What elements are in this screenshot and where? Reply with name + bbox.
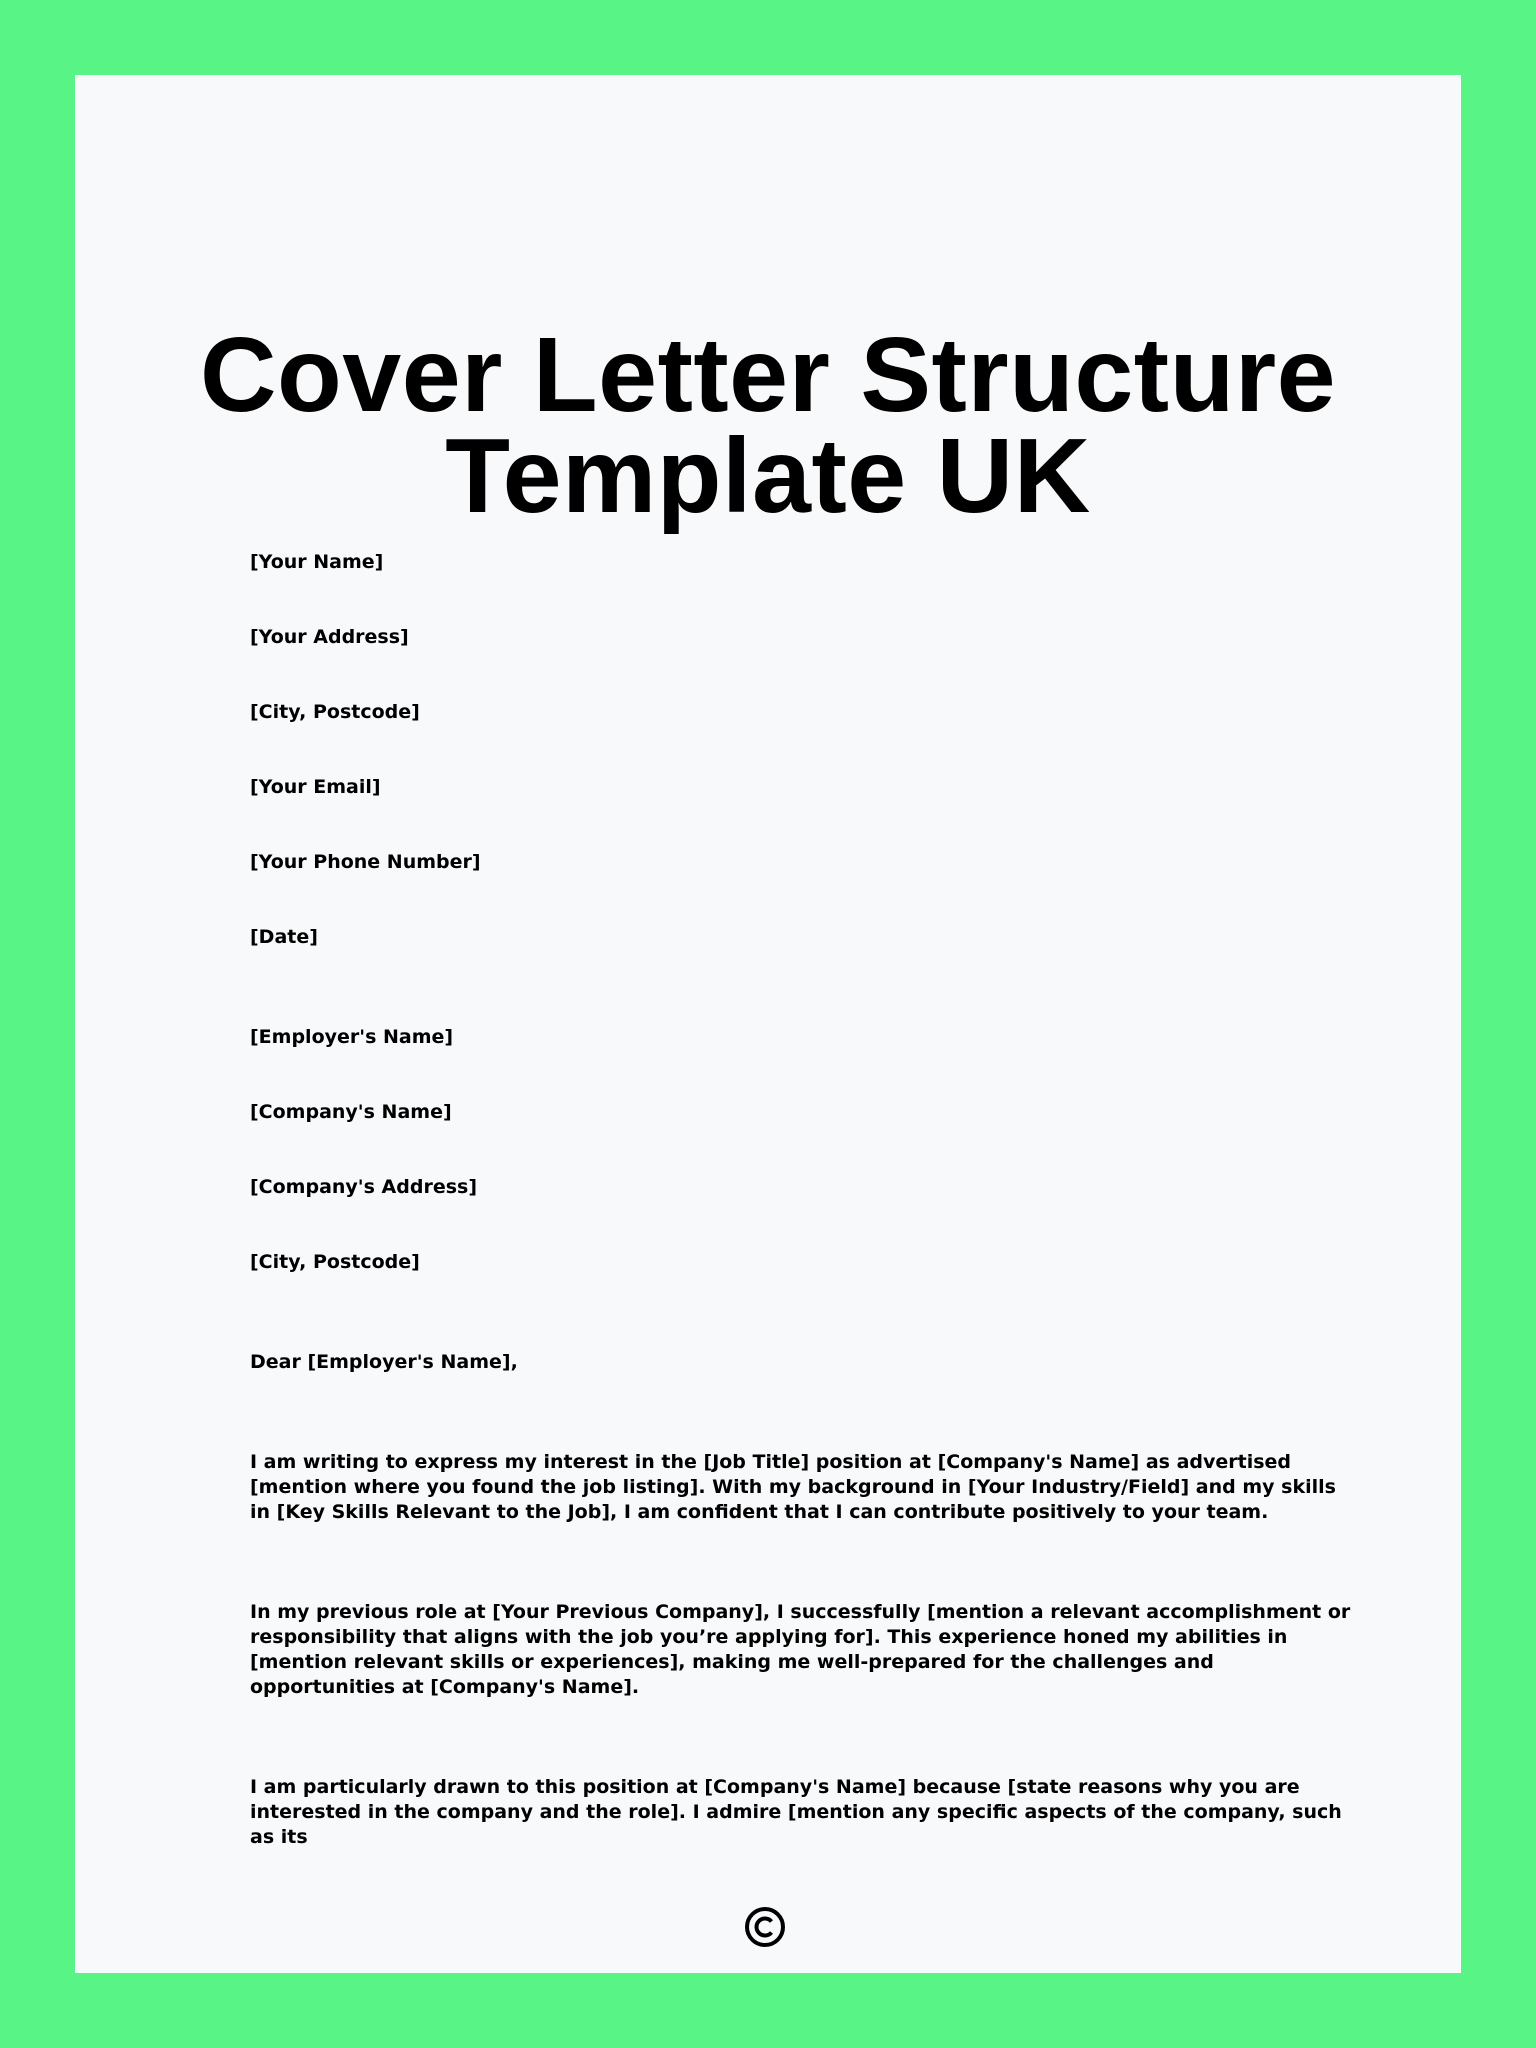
sender-address: [Your Address] xyxy=(250,626,409,648)
sender-email: [Your Email] xyxy=(250,776,381,798)
title-line-1: Cover Letter Structure xyxy=(199,316,1337,434)
copyright-icon xyxy=(743,1905,787,1949)
sender-city-postcode: [City, Postcode] xyxy=(250,701,420,723)
sender-phone: [Your Phone Number] xyxy=(250,851,481,873)
letter-date: [Date] xyxy=(250,926,318,948)
sender-name: [Your Name] xyxy=(250,551,384,573)
page-title xyxy=(75,316,1461,535)
document-page xyxy=(75,75,1461,1973)
recipient-company-name: [Company's Name] xyxy=(250,1101,452,1123)
body-paragraph-1: I am writing to express my interest in the [Job Title] position at [Company's Name] as advertised [mention where you found the job listing]. With my background in [Your Industry/Field] and my skills in [Key Skills Relevant to the Job], I am confident that I can contribute positively to your team. xyxy=(250,1451,1336,1523)
body-paragraph-2: In my previous role at [Your Previous Company], I successfully [mention a relevant accomplishment or responsibility that aligns with the job you’re applying for]. This experience honed my abilities in [mention relevant skills or experiences], making me well-prepared for the challenges and opportunities at [Company's Name]. xyxy=(250,1601,1351,1698)
recipient-city-postcode: [City, Postcode] xyxy=(250,1251,420,1273)
recipient-company-address: [Company's Address] xyxy=(250,1176,478,1198)
salutation: Dear [Employer's Name], xyxy=(250,1351,518,1373)
title-line-2: Template UK xyxy=(445,417,1091,535)
body-paragraph-3: I am particularly drawn to this position at [Company's Name] because [state reasons why you are interested in the company and the role]. I admire [mention any specific aspects of the company, such as its xyxy=(250,1776,1342,1848)
recipient-employer-name: [Employer's Name] xyxy=(250,1026,454,1048)
